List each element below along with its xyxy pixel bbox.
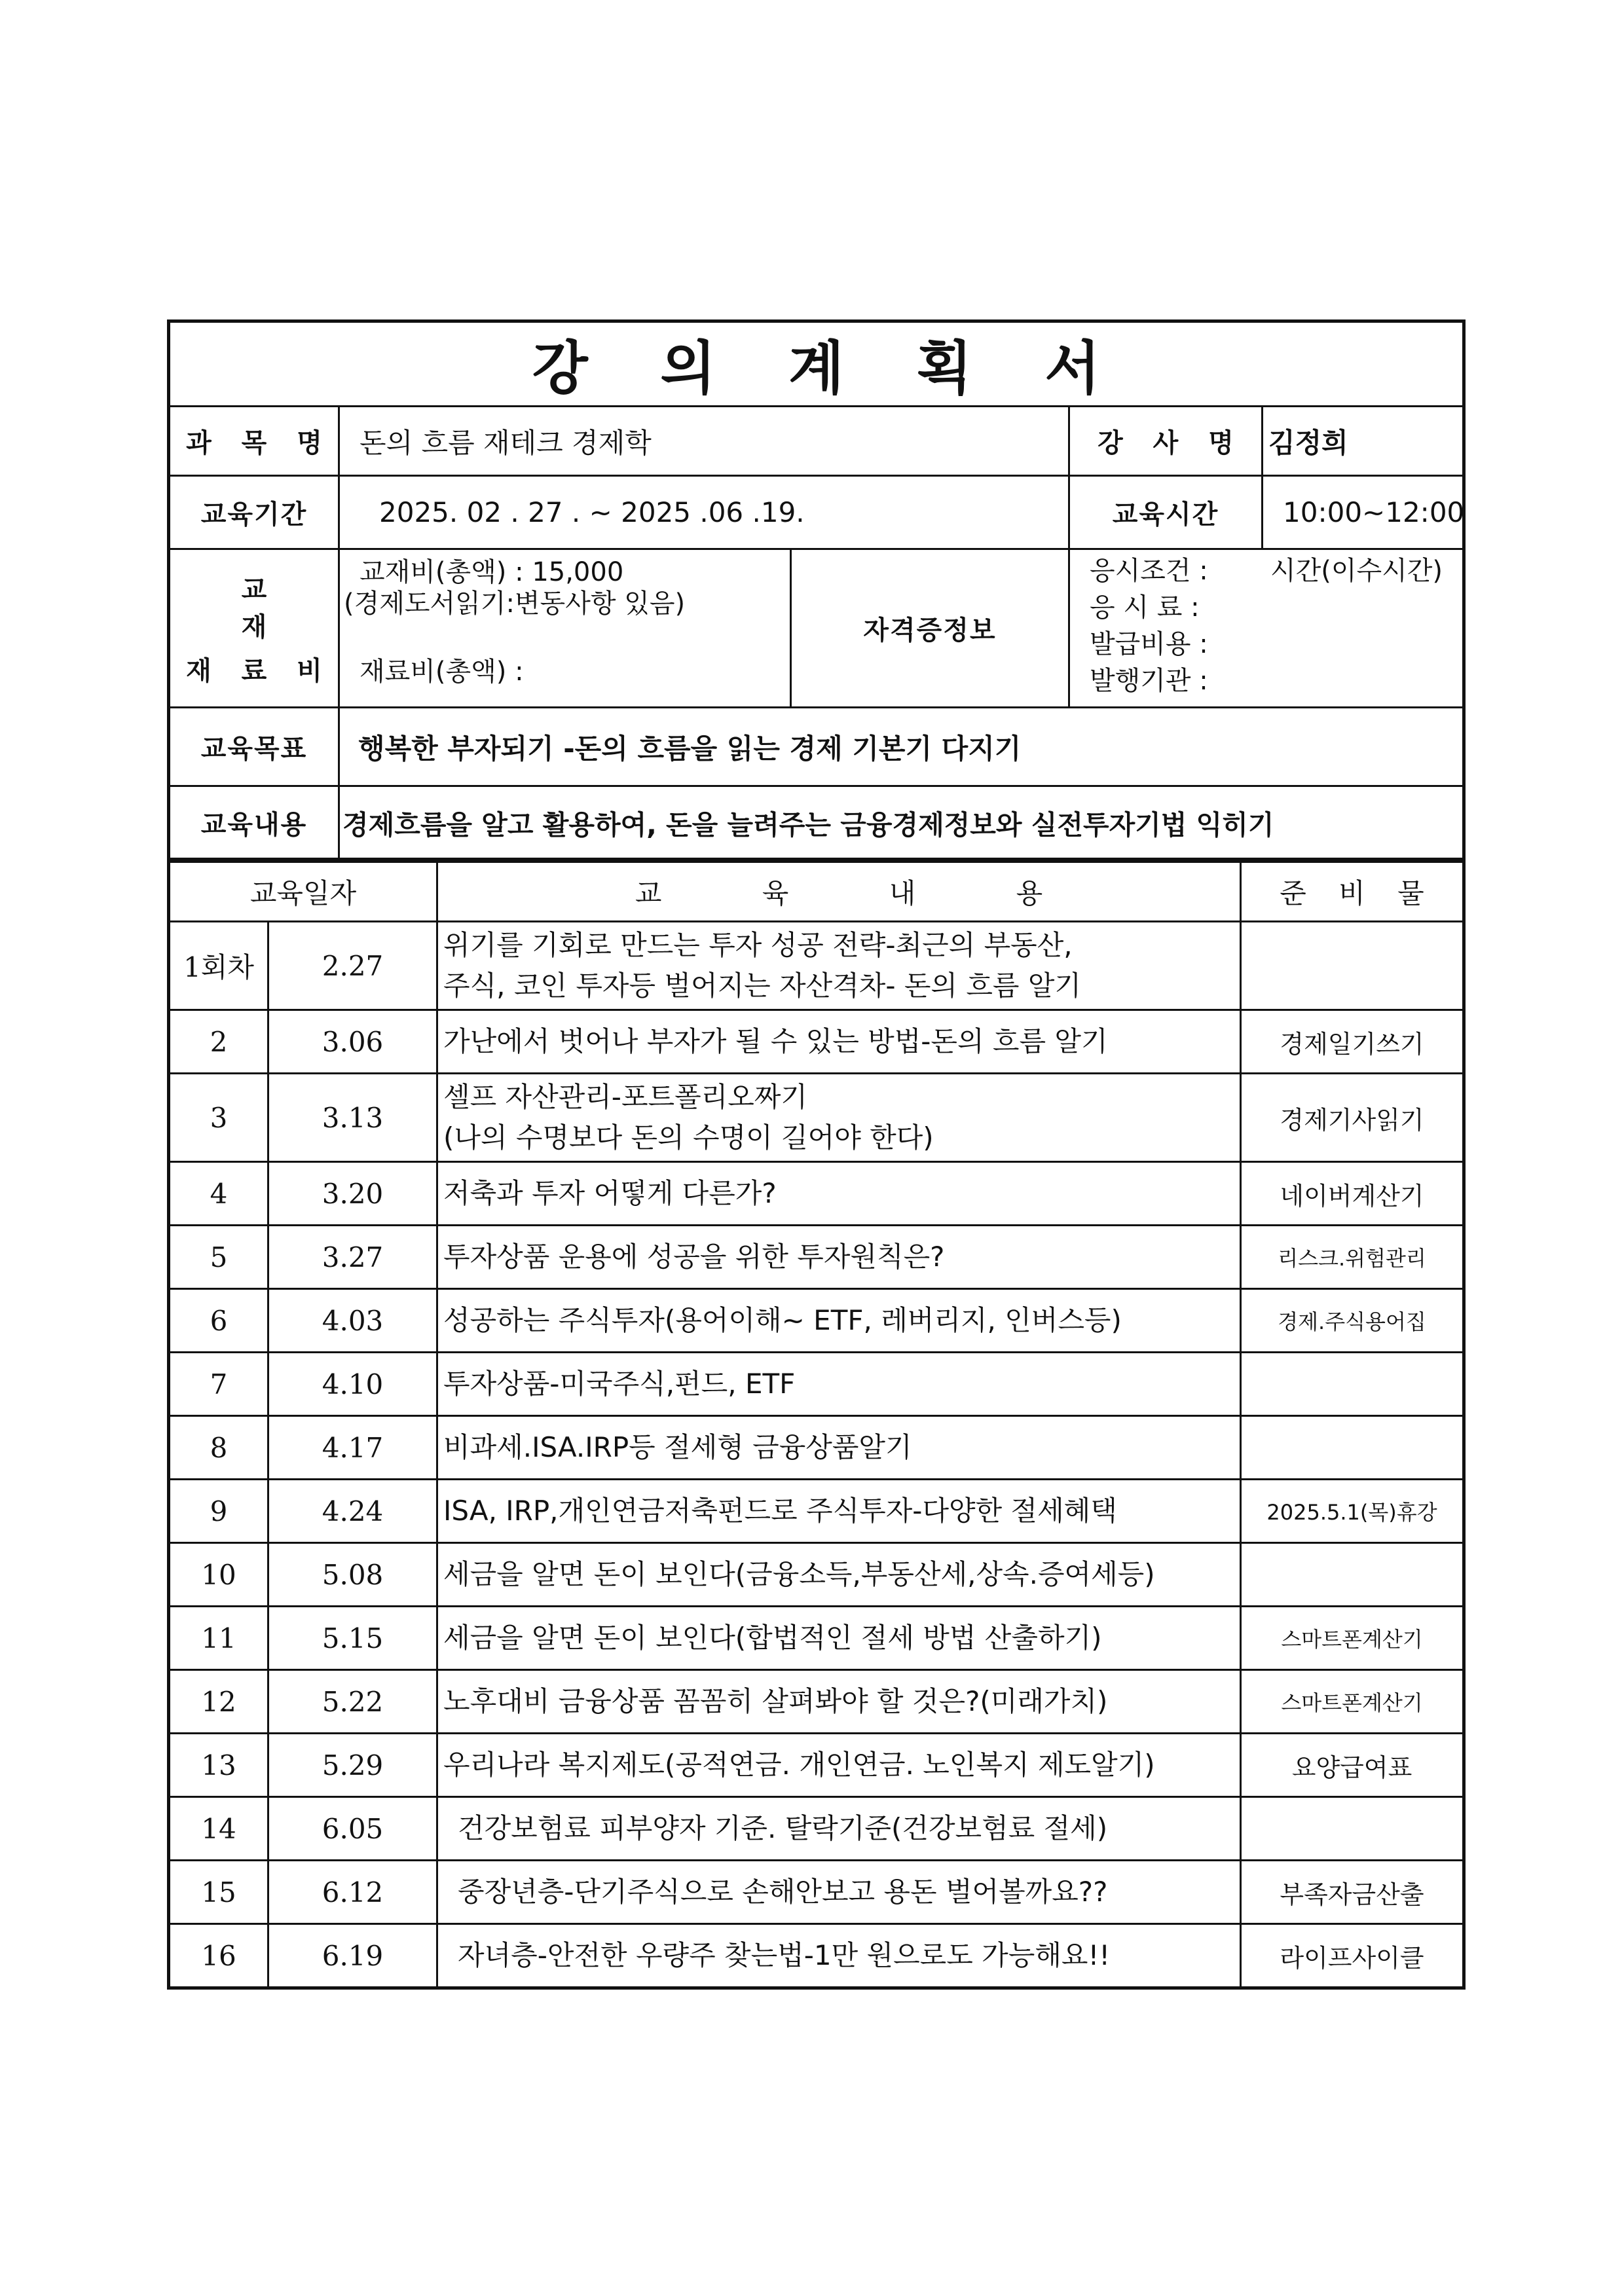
session-number: 15: [169, 1861, 268, 1924]
schedule-row: [169, 1353, 1464, 1416]
session-content: [437, 1861, 1241, 1924]
session-date: 6.05: [268, 1797, 437, 1861]
session-prep: [1241, 922, 1464, 1010]
session-date: 4.03: [268, 1289, 437, 1353]
session-prep: [1241, 1416, 1464, 1480]
session-number: 9: [169, 1480, 268, 1543]
session-content: [437, 1416, 1241, 1480]
time-label: 교육시간: [1069, 476, 1263, 549]
schedule-row: [169, 1797, 1464, 1861]
session-prep: 경제.주식용어집: [1241, 1289, 1464, 1353]
schedule-row: [169, 1226, 1464, 1289]
session-content-line: 건강보험료 피부양자 기준. 탈락기준(건강보험료 절세): [458, 1812, 1108, 1844]
session-content: [437, 1670, 1241, 1734]
schedule-header-prep: 준 비 물: [1241, 862, 1464, 922]
session-date: 2.27: [268, 922, 437, 1010]
materials-label: [169, 549, 339, 708]
issue-fee-label: 발급비용 :: [1090, 629, 1208, 659]
session-prep: 스마트폰계산기: [1241, 1670, 1464, 1734]
session-prep: 네이버계산기: [1241, 1162, 1464, 1226]
session-content: [437, 1074, 1241, 1162]
schedule-row: [169, 922, 1464, 1010]
session-content-line: ISA, IRP,개인연금저축펀드로 주식투자-다양한 절세혜택: [443, 1495, 1117, 1527]
exam-fee-label: 응 시 료 :: [1090, 592, 1200, 623]
session-number: 4: [169, 1162, 268, 1226]
materials-label-line2: 재 료 비: [186, 656, 333, 686]
period-value: 2025. 02 . 27 . ~ 2025 .06 .19.: [339, 476, 1069, 549]
plan-header-table: [167, 319, 1466, 861]
period-label: 교육기간: [169, 476, 339, 549]
schedule-row: [169, 1010, 1464, 1074]
session-date: 3.06: [268, 1010, 437, 1074]
session-date: 4.10: [268, 1353, 437, 1416]
session-content-line: 주식, 코인 투자등 벌어지는 자산격차- 돈의 흐름 알기: [443, 970, 1081, 1002]
session-content-line: 위기를 기회로 만드는 투자 성공 전략-최근의 부동산,: [443, 929, 1073, 961]
session-number: 3: [169, 1074, 268, 1162]
content-value: 경제흐름을 알고 활용하여, 돈을 늘려주는 금융경제정보와 실전투자기법 익히기: [339, 786, 1464, 860]
session-content: [437, 1480, 1241, 1543]
schedule-row: [169, 1607, 1464, 1670]
session-prep: 경제기사읽기: [1241, 1074, 1464, 1162]
schedule-row: [169, 1416, 1464, 1480]
time-value: 10:00~12:00: [1263, 476, 1464, 549]
session-content-line: 노후대비 금융상품 꼼꼼히 살펴봐야 할 것은?(미래가치): [443, 1685, 1108, 1717]
document-title: 강 의 계 획 서: [169, 321, 1464, 407]
session-content: [437, 922, 1241, 1010]
cert-info-values: [1069, 549, 1464, 708]
session-number: 13: [169, 1734, 268, 1797]
session-content-line: 자녀층-안전한 우량주 찾는법-1만 원으로도 가능해요!!: [458, 1939, 1111, 1971]
session-date: 5.29: [268, 1734, 437, 1797]
schedule-row: [169, 1924, 1464, 1988]
schedule-row: [169, 1074, 1464, 1162]
textbook-note: (경제도서읽기:변동사항 있음): [344, 589, 686, 619]
session-content-line: 세금을 알면 돈이 보인다(금융소득,부동산세,상속.증여세등): [443, 1558, 1155, 1590]
session-date: 4.17: [268, 1416, 437, 1480]
session-content: [437, 1607, 1241, 1670]
schedule-table: [167, 861, 1466, 1990]
session-number: 7: [169, 1353, 268, 1416]
session-content: [437, 1162, 1241, 1226]
session-content: [437, 1010, 1241, 1074]
schedule-row: [169, 1861, 1464, 1924]
session-number: 16: [169, 1924, 268, 1988]
session-content-line: 셀프 자산관리-포트폴리오짜기: [443, 1081, 807, 1113]
material-cost: 재료비(총액) :: [360, 657, 524, 687]
session-prep: 부족자금산출: [1241, 1861, 1464, 1924]
session-content-line: 세금을 알면 돈이 보인다(합법적인 절세 방법 산출하기): [443, 1622, 1102, 1654]
session-content: [437, 1543, 1241, 1607]
session-prep: 2025.5.1(목)휴강: [1241, 1480, 1464, 1543]
session-number: 8: [169, 1416, 268, 1480]
session-content-line: 중장년층-단기주식으로 손해안보고 용돈 벌어볼까요??: [458, 1876, 1108, 1908]
course-name-value: 돈의 흐름 재테크 경제학: [339, 407, 1069, 476]
course-name-label: 과 목 명: [169, 407, 339, 476]
exam-condition-value: 시간(이수시간): [1270, 556, 1443, 586]
content-label: 교육내용: [169, 786, 339, 860]
schedule-row: [169, 1543, 1464, 1607]
session-content-line: 저축과 투자 어떻게 다른가?: [443, 1177, 777, 1209]
session-content-line: 우리나라 복지제도(공적연금. 개인연금. 노인복지 제도알기): [443, 1749, 1155, 1781]
session-prep: [1241, 1353, 1464, 1416]
session-date: 5.15: [268, 1607, 437, 1670]
session-date: 4.24: [268, 1480, 437, 1543]
goal-label: 교육목표: [169, 708, 339, 786]
session-prep: [1241, 1797, 1464, 1861]
issuing-agency-label: 발행기관 :: [1090, 666, 1208, 696]
session-prep: 스마트폰계산기: [1241, 1607, 1464, 1670]
session-number: 6: [169, 1289, 268, 1353]
schedule-row: [169, 1162, 1464, 1226]
materials-values: [339, 549, 791, 708]
session-number: 11: [169, 1607, 268, 1670]
session-content: [437, 1289, 1241, 1353]
schedule-header-content: 교 육 내 용: [437, 862, 1241, 922]
session-prep: 라이프사이클: [1241, 1924, 1464, 1988]
session-prep: 리스크.위험관리: [1241, 1226, 1464, 1289]
textbook-cost: 교재비(총액) : 15,000: [360, 557, 624, 587]
session-date: 6.12: [268, 1861, 437, 1924]
session-prep: 요양급여표: [1241, 1734, 1464, 1797]
session-content: [437, 1797, 1241, 1861]
session-prep: [1241, 1543, 1464, 1607]
session-content-line: (나의 수명보다 돈의 수명이 길어야 한다): [443, 1121, 934, 1154]
schedule-row: [169, 1670, 1464, 1734]
session-content-line: 비과세.ISA.IRP등 절세형 금융상품알기: [443, 1431, 912, 1463]
session-number: 10: [169, 1543, 268, 1607]
lecture-plan-document: [167, 319, 1465, 1990]
session-content-line: 투자상품 운용에 성공을 위한 투자원칙은?: [443, 1241, 945, 1273]
session-number: 1회차: [169, 922, 268, 1010]
session-content-line: 가난에서 벗어나 부자가 될 수 있는 방법-돈의 흐름 알기: [443, 1025, 1108, 1057]
session-date: 5.22: [268, 1670, 437, 1734]
session-date: 6.19: [268, 1924, 437, 1988]
session-date: 3.20: [268, 1162, 437, 1226]
instructor-value: 김정희: [1263, 407, 1464, 476]
session-number: 2: [169, 1010, 268, 1074]
goal-value: 행복한 부자되기 -돈의 흐름을 읽는 경제 기본기 다지기: [339, 708, 1464, 786]
session-content: [437, 1734, 1241, 1797]
session-prep: 경제일기쓰기: [1241, 1010, 1464, 1074]
session-content-line: 성공하는 주식투자(용어이해~ ETF, 레버리지, 인버스등): [443, 1304, 1122, 1336]
session-content: [437, 1353, 1241, 1416]
session-number: 5: [169, 1226, 268, 1289]
session-content: [437, 1924, 1241, 1988]
session-content: [437, 1226, 1241, 1289]
cert-info-label: 자격증정보: [791, 549, 1069, 708]
session-content-line: 투자상품-미국주식,펀드, ETF: [443, 1368, 796, 1400]
session-date: 3.13: [268, 1074, 437, 1162]
schedule-row: [169, 1480, 1464, 1543]
schedule-row: [169, 1289, 1464, 1353]
schedule-header-date: 교육일자: [169, 862, 437, 922]
session-number: 14: [169, 1797, 268, 1861]
session-date: 3.27: [268, 1226, 437, 1289]
materials-label-line1: 교 재: [241, 575, 306, 642]
schedule-row: [169, 1734, 1464, 1797]
session-number: 12: [169, 1670, 268, 1734]
exam-condition-label: 응시조건 :: [1090, 556, 1208, 586]
session-date: 5.08: [268, 1543, 437, 1607]
instructor-label: 강 사 명: [1069, 407, 1263, 476]
